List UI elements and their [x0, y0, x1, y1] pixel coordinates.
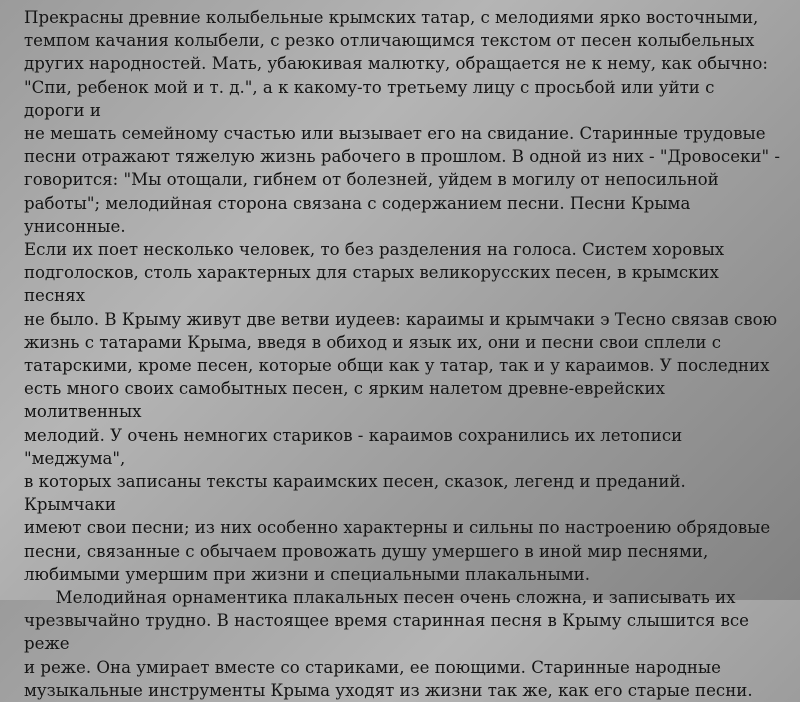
slide-text-block — [24, 6, 780, 702]
paragraph-lullabies-and-songs: Прекрасны древние колыбельные крымских татар, с мелодиями ярко восточными, темпом качания колыбели, с резко отличающимся текстом от песен колыбельных других народностей. Мать, убаюкивая малютку, обращается не к нему, как обычно: "Спи, ребенок мой и т. д.", а к какому-то третьему лицу с просьбой или уйти с дороги и не мешать семейному счастью или вызывает его на свидание. Старинные трудовые песни отражают тяжелую жизнь рабочего в прошлом. В одной из них - "Дровосеки" - говорится: "Мы отощали, гибнем от болезней, уйдем в могилу от непосильной работы"; мелодийная сторона связана с содержанием песни. Песни Крыма унисонные. Если их поет несколько человек, то без разделения на голоса. Систем хоровых подголосков, столь характерных для старых великорусских песен, в крымских песнях не было. В Крыму живут две ветви иудеев: караимы и крымчаки э Тесно связав свою жизнь с татарами Крыма, введя в обиход и язык их, они и песни свои сплели с татарскими, кроме песен, которые общи как у татар, так и у караимов. У последних есть много своих самобытных песен, с ярким налетом древне-еврейских молитвенных мелодий. У очень немногих стариков - караимов сохранились их летописи "меджума", в которых записаны тексты караимских песен, сказок, легенд и преданий. Крымчаки имеют свои песни; из них особенно характерны и сильны по настроению обрядовые песни, связанные с обычаем провожать душу умершего в иной мир песнями, любимыми умершим при жизни и специальными плакальными. — [24, 8, 780, 584]
paragraph-lament-ornamentation: Мелодийная орнаментика плакальных песен очень сложна, и записывать их чрезвычайно трудно. В настоящее время старинная песня в Крыму слышится все реже и реже. Она умирает вместе со стариками, ее поющими. Старинные народные музыкальные инструменты Крыма уходят из жизни так же, как его старые песни. — [24, 588, 753, 700]
